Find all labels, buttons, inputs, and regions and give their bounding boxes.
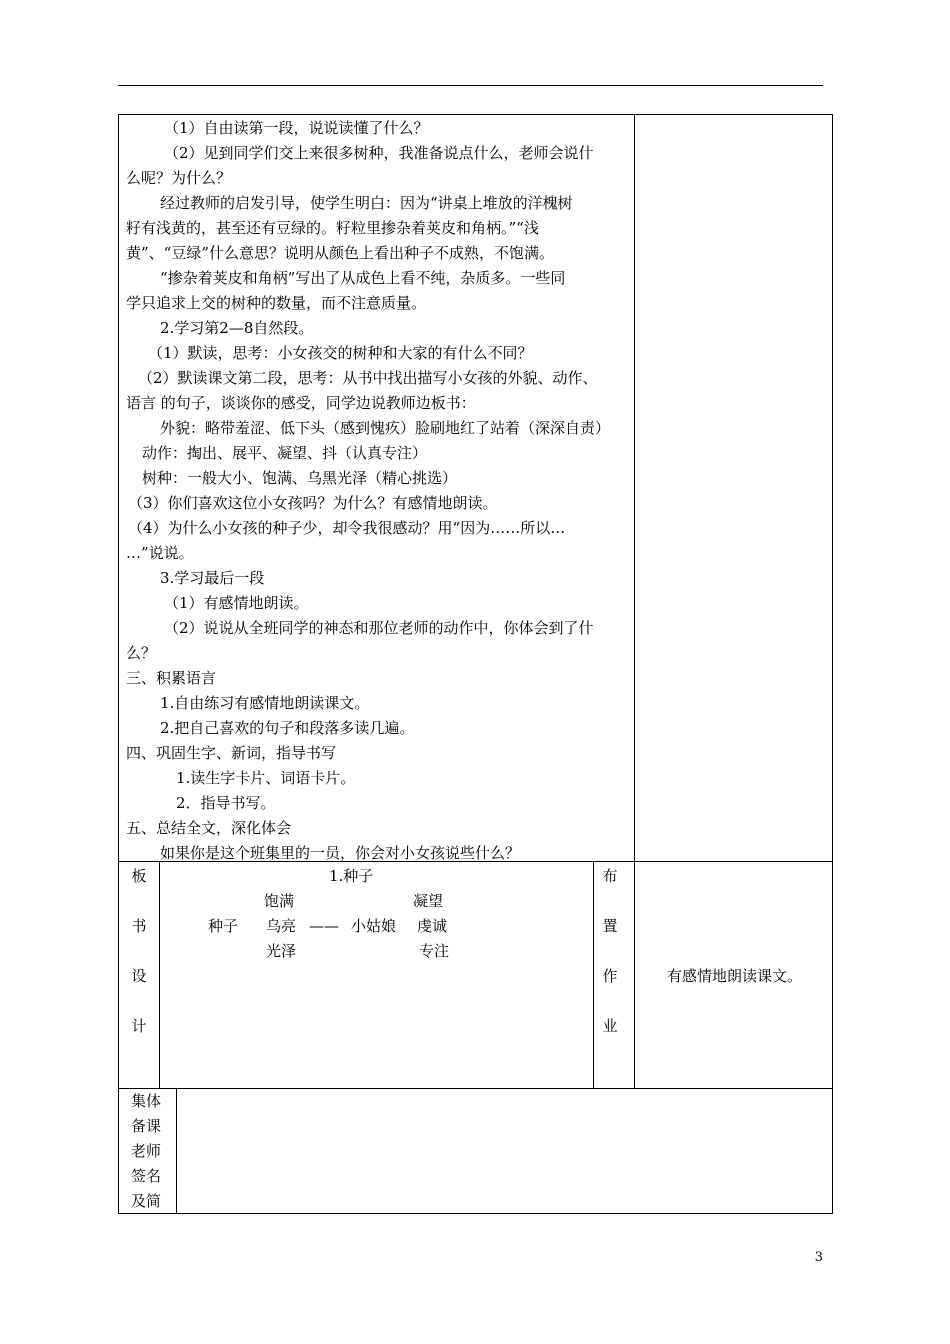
procedure-line: 3.学习最后一段 xyxy=(160,569,265,587)
collective-label-line: 集体 xyxy=(131,1092,162,1110)
board-title: 1.种子 xyxy=(329,867,374,885)
board-dash: —— xyxy=(309,917,339,935)
procedure-line: 2.把自己喜欢的句子和段落多读几遍。 xyxy=(160,719,415,737)
procedure-line: （4）为什么小女孩的种子少，却令我很感动？用“因为……所以… xyxy=(128,519,566,537)
procedure-line: 外貌：略带羞涩、低下头（感到愧疚）脸刷地红了站着（深深自责） xyxy=(160,419,611,437)
homework-content: 有感情地朗读课文。 xyxy=(667,967,803,985)
collective-label-divider xyxy=(176,1088,177,1214)
procedure-line: 2．指导书写。 xyxy=(176,794,276,812)
board-label-divider xyxy=(159,861,160,1089)
procedure-line: （1）默读，思考：小女孩交的树种和大家的有什么不同？ xyxy=(148,344,533,362)
board-label-char: 书 xyxy=(131,917,147,935)
procedure-line: 1.读生字卡片、词语卡片。 xyxy=(176,769,356,787)
procedure-line: （3）你们喜欢这位小女孩吗？为什么？有感情地朗读。 xyxy=(128,494,498,512)
procedure-line: 2.学习第2—8自然段。 xyxy=(160,319,314,337)
collective-label-line: 老师 xyxy=(131,1142,162,1160)
procedure-line: 语言 的句子，谈谈你的感受，同学边说教师边板书： xyxy=(126,394,476,412)
procedure-line: （1）有感情地朗读。 xyxy=(164,594,309,612)
board-label-char: 板 xyxy=(131,867,147,885)
homework-label-char: 业 xyxy=(602,1017,618,1035)
notes-column-divider xyxy=(634,114,635,1089)
procedure-line: 如果你是这个班集里的一员，你会对小女孩说些什么？ xyxy=(160,844,521,862)
board-word: 乌亮 xyxy=(266,917,297,935)
procedure-line: 三、积累语言 xyxy=(126,669,217,687)
procedure-line: 籽有浅黄的，甚至还有豆绿的。籽粒里掺杂着荚皮和角柄。”“浅 xyxy=(126,219,539,237)
board-label-char: 计 xyxy=(131,1017,147,1035)
homework-label-char: 作 xyxy=(602,967,618,985)
homework-label-char: 布 xyxy=(602,867,618,885)
procedure-line: 经过教师的启发引导，使学生明白：因为“讲桌上堆放的洋槐树 xyxy=(160,194,573,212)
procedure-line: （2）说说从全班同学的神态和那位老师的动作中，你体会到了什 xyxy=(164,619,594,637)
board-word: 种子 xyxy=(208,917,239,935)
procedure-line: 么？ xyxy=(126,644,157,662)
board-word: 光泽 xyxy=(266,942,297,960)
procedure-line: …”说说。 xyxy=(126,544,194,562)
board-label-char: 设 xyxy=(131,967,147,985)
procedure-line: （2）默读课文第二段，思考：从书中找出描写小女孩的外貌、动作、 xyxy=(138,369,598,387)
header-rule xyxy=(118,85,823,86)
procedure-line: 四、巩固生字、新词，指导书写 xyxy=(126,744,337,762)
procedure-line: 黄”、“豆绿”什么意思？说明从颜色上看出种子不成熟，不饱满。 xyxy=(126,244,555,262)
collective-label-line: 及简 xyxy=(131,1192,162,1210)
collective-label-line: 备课 xyxy=(131,1117,162,1135)
procedure-line: 树种：一般大小、饱满、乌黑光泽（精心挑选） xyxy=(142,469,458,487)
row-divider-collective xyxy=(118,1088,833,1089)
procedure-line: “掺杂着荚皮和角柄”写出了从成色上看不纯，杂质多。一些同 xyxy=(160,269,566,287)
procedure-line: （2）见到同学们交上来很多树种，我准备说点什么，老师会说什 xyxy=(164,144,594,162)
homework-label-char: 置 xyxy=(602,917,618,935)
collective-label-line: 签名 xyxy=(131,1167,162,1185)
procedure-line: 五、总结全文，深化体会 xyxy=(126,819,292,837)
homework-label-divider xyxy=(593,861,594,1089)
procedure-line: 学只追求上交的树种的数量，而不注意质量。 xyxy=(126,294,427,312)
board-word: 虔诚 xyxy=(417,917,448,935)
procedure-line: 1.自由练习有感情地朗读课文。 xyxy=(160,694,370,712)
procedure-line: （1）自由读第一段，说说读懂了什么？ xyxy=(164,119,429,137)
board-word: 凝望 xyxy=(413,892,444,910)
page-number: 3 xyxy=(814,1250,823,1265)
board-word: 专注 xyxy=(419,942,450,960)
procedure-line: 么呢？为什么？ xyxy=(126,169,232,187)
procedure-line: 动作：掏出、展平、凝望、抖（认真专注） xyxy=(142,444,428,462)
board-word: 饱满 xyxy=(264,892,295,910)
board-word: 小姑娘 xyxy=(351,917,397,935)
